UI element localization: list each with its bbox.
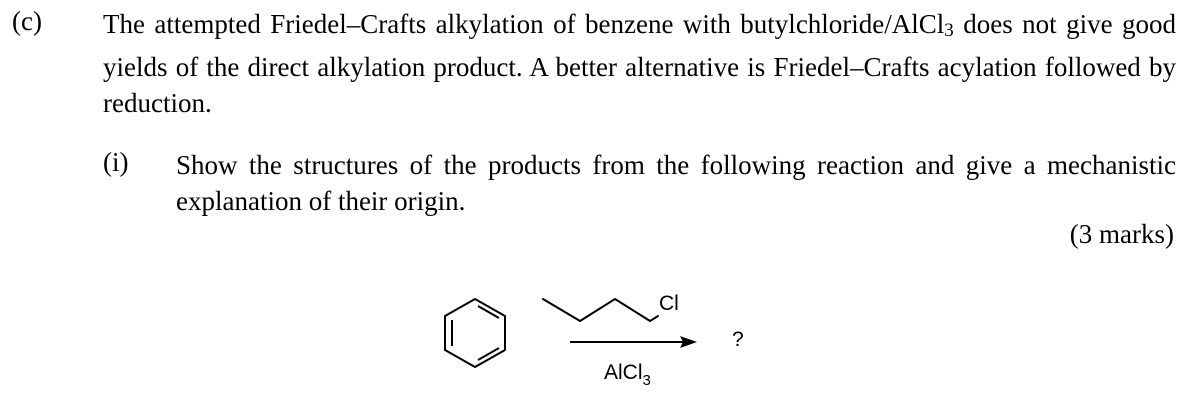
reaction-arrow (570, 336, 697, 348)
benzene-structure (445, 299, 505, 367)
butyl-chain (543, 299, 658, 321)
marks-allocation: (3 marks) (1069, 219, 1174, 249)
part-c-text (103, 6, 1176, 121)
alcl3-subscript: 3 (944, 20, 954, 41)
butyl-chloride-structure (543, 299, 658, 321)
part-c-text-start: The attempted Friedel–Crafts alkylation of benzene with butylchloride/AlCl (103, 9, 945, 39)
benzene-double-bond (478, 348, 499, 360)
benzene-double-bond (478, 306, 499, 318)
part-c-text-end: does not give good yields of the direct alkylation product. A better alternative is Friedel–Crafts acylation followed by reduction. (103, 9, 1176, 118)
benzene-ring (445, 299, 505, 367)
catalyst-formula: AlCl (604, 361, 643, 384)
part-i-text: Show the structures of the products from the following reaction and give a mechanistic explanation of their origin. (176, 150, 1176, 216)
part-i-label: (i) (103, 147, 129, 177)
part-c-label: (c) (12, 6, 42, 36)
arrow-head (680, 336, 697, 348)
catalyst-subscript: 3 (642, 372, 651, 389)
chlorine-label: Cl (659, 292, 679, 315)
catalyst-label (604, 361, 651, 389)
product-placeholder: ? (732, 328, 744, 351)
